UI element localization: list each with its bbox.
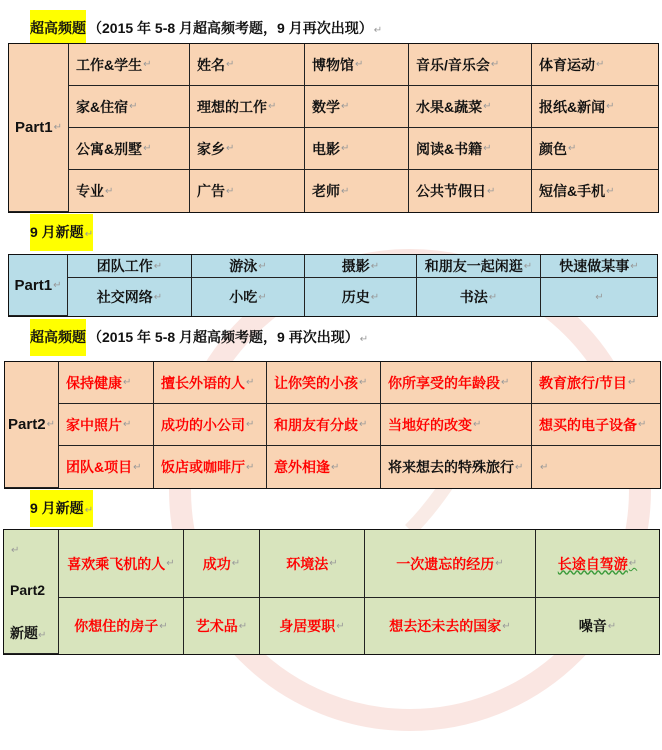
topic-cell: 电影 ↵ xyxy=(305,128,409,170)
topic-cell: 喜欢乘飞机的人 ↵ xyxy=(59,530,184,598)
heading-september-new-part2 xyxy=(30,490,93,527)
topic-cell: 让你笑的小孩 ↵ xyxy=(267,362,381,404)
topic-cell: 快速做某事 ↵ xyxy=(541,255,657,278)
topic-cell: 身居要职 ↵ xyxy=(260,598,365,654)
topic-cell: 艺术品 ↵ xyxy=(184,598,260,654)
topic-cell: 将来想去的特殊旅行 ↵ xyxy=(381,446,532,488)
topic-cell: 当地好的改变 ↵ xyxy=(381,404,532,446)
topic-cell: 想买的电子设备 ↵ xyxy=(532,404,660,446)
topic-cell: 饭店或咖啡厅 ↵ xyxy=(154,446,267,488)
topic-cell: 理想的工作 ↵ xyxy=(190,86,305,128)
topic-cell: 保持健康 ↵ xyxy=(59,362,154,404)
topic-cell: 你所享受的年龄段 ↵ xyxy=(381,362,532,404)
topic-cell: 家中照片 ↵ xyxy=(59,404,154,446)
topic-cell: 教育旅行/节目 ↵ xyxy=(532,362,660,404)
heading-september-new-part1 xyxy=(30,214,93,251)
topic-cell: 公共节假日 ↵ xyxy=(409,170,532,212)
topic-cell: 短信&手机 ↵ xyxy=(532,170,658,212)
topic-cell: 音乐/音乐会 ↵ xyxy=(409,44,532,86)
topic-cell: 想去还未去的国家 ↵ xyxy=(365,598,536,654)
topic-cell: 博物馆 ↵ xyxy=(305,44,409,86)
topic-cell: 长途自驾游 ↵ xyxy=(536,530,659,598)
topic-cell: 和朋友有分歧 ↵ xyxy=(267,404,381,446)
topic-cell: 成功的小公司 ↵ xyxy=(154,404,267,446)
topic-cell: 家乡 ↵ xyxy=(190,128,305,170)
topic-cell: 成功 ↵ xyxy=(184,530,260,598)
highlighted-title: 9 月新题 ↵ xyxy=(30,214,93,251)
topic-cell: 家&住宿 ↵ xyxy=(69,86,190,128)
topic-cell: 水果&蔬菜 ↵ xyxy=(409,86,532,128)
topic-cell: 和朋友一起闲逛 ↵ xyxy=(417,255,541,278)
part-label: Part2 xyxy=(10,581,46,598)
topic-cell: 公寓&别墅 ↵ xyxy=(69,128,190,170)
highlighted-title: 超高频题 xyxy=(30,319,86,356)
part-label: Part1 ↵ xyxy=(9,255,68,316)
part-label: Part2 ↵ xyxy=(5,362,59,488)
topic-cell: 报纸&新闻 ↵ xyxy=(532,86,658,128)
topic-cell: 擅长外语的人 ↵ xyxy=(154,362,267,404)
topic-cell: 团队工作 ↵ xyxy=(68,255,192,278)
topic-cell xyxy=(541,278,657,316)
topic-cell: 意外相逢 ↵ xyxy=(267,446,381,488)
part-label: Part1 ↵ xyxy=(9,44,69,212)
topic-cell: 工作&学生 ↵ xyxy=(69,44,190,86)
highlighted-title: 9 月新题 ↵ xyxy=(30,490,93,527)
topic-cell: 摄影 ↵ xyxy=(305,255,417,278)
empty-paragraph xyxy=(10,540,19,556)
topic-cell: 颜色 ↵ xyxy=(532,128,658,170)
heading-super-frequent-part2 xyxy=(30,319,368,356)
part-label-cell xyxy=(4,530,59,654)
topic-cell: 游泳 ↵ xyxy=(192,255,305,278)
topic-cell: 一次遗忘的经历 ↵ xyxy=(365,530,536,598)
table-part1-new xyxy=(8,254,658,317)
topic-cell: 书法 ↵ xyxy=(417,278,541,316)
topic-cell: 体育运动 ↵ xyxy=(532,44,658,86)
topic-cell: 历史 ↵ xyxy=(305,278,417,316)
table-part2-frequent xyxy=(4,361,661,489)
heading-super-frequent-part1 xyxy=(30,10,382,47)
topic-cell xyxy=(532,446,660,488)
topic-cell: 环境法 ↵ xyxy=(260,530,365,598)
heading-note: （2015 年 5-8 月超高频考题，9 再次出现） ↵ xyxy=(88,329,368,345)
highlighted-title: 超高频题 xyxy=(30,10,86,47)
table-part2-new xyxy=(3,529,660,655)
topic-cell: 阅读&书籍 ↵ xyxy=(409,128,532,170)
table-part1-frequent xyxy=(8,43,659,213)
topic-cell: 专业 ↵ xyxy=(69,170,190,212)
topic-cell: 姓名 ↵ xyxy=(190,44,305,86)
topic-cell: 广告 ↵ xyxy=(190,170,305,212)
topic-cell: 噪音 ↵ xyxy=(536,598,659,654)
topic-cell: 老师 ↵ xyxy=(305,170,409,212)
part-label: 新题 ↵ xyxy=(10,623,46,643)
topic-cell: 团队&项目 ↵ xyxy=(59,446,154,488)
topic-cell: 社交网络 ↵ xyxy=(68,278,192,316)
topic-cell: 你想住的房子 ↵ xyxy=(59,598,184,654)
heading-note: （2015 年 5-8 月超高频考题，9 月再次出现） ↵ xyxy=(88,20,382,36)
topic-cell: 小吃 ↵ xyxy=(192,278,305,316)
topic-cell: 数学 ↵ xyxy=(305,86,409,128)
